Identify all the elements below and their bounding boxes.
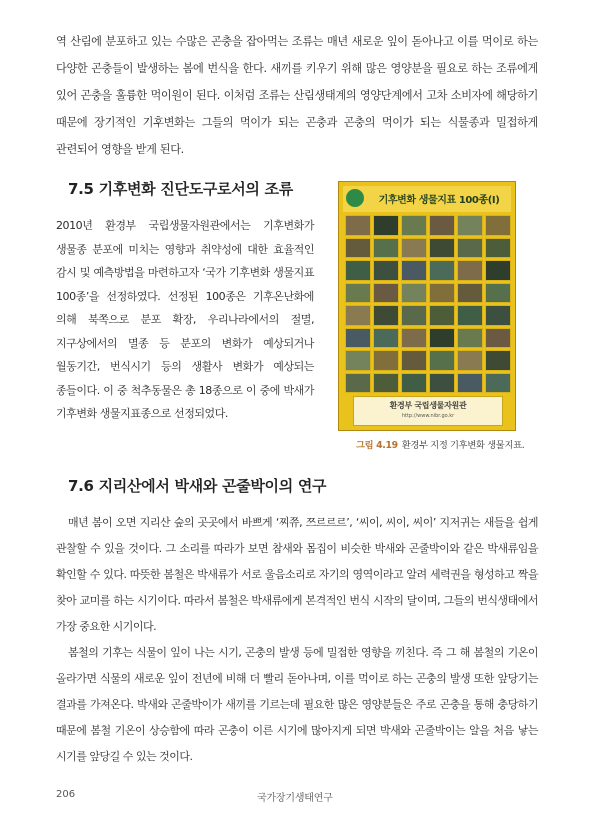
species-photo (401, 350, 427, 371)
species-photo (429, 350, 455, 371)
species-photo (457, 260, 483, 281)
species-photo (429, 328, 455, 349)
species-photo (429, 238, 455, 259)
species-photo (373, 283, 399, 304)
poster-organization: 환경부 국립생물자원관 (389, 401, 467, 410)
section-7-6-body (56, 510, 538, 770)
species-photo (401, 283, 427, 304)
intro-paragraph: 역 산림에 분포하고 있는 수많은 곤충을 잡아먹는 조류는 매년 새로운 잎이 돋아나고 이를 먹이로 하는 다양한 곤충들이 발생하는 봄에 번식을 한다. 새끼를 키우기 위해 많은 영양분을 필요로 하는 조류에게 있어 곤충을 훌륭한 먹이원이 된다. 이처럼 조류는 산림생태계의 영양단계에서 고차 소비자에 해당하기 때문에 장기적인 기후변화는 그들의 먹이가 되는 곤충과 곤충의 먹이가 되는 식물종과 밀접하게 관련되어 영향을 받게 된다. (56, 35, 538, 156)
species-photo (401, 328, 427, 349)
species-photo-grid (345, 215, 511, 393)
species-photo (429, 283, 455, 304)
climate-bioindicator-poster (338, 181, 516, 431)
section-7-6-paragraph-1: 매년 봄이 오면 지리산 숲의 곳곳에서 바쁘게 ‘찌쮸, 쯔르르르’, ‘씨이, 씨이, 씨이’ 지저귀는 새들을 쉽게 관찰할 수 있을 것이다. 그 소리를 따라가 보면 참새와 몸집이 비슷한 박새와 곤줄박이와 같은 박새류임을 확인할 수 있다. 따뜻한 봄철은 박새류가 서로 울음소리로 자기의 영역이라고 알려 세력권을 형성하고 짝을 찾아 교미를 하는 시기이다. 따라서 봄철은 박새류에게 본격적인 번식 시작의 달이며, 그들의 번식생태에서 가장 중요한 시기이다. (56, 516, 538, 633)
species-photo (457, 350, 483, 371)
species-photo (345, 373, 371, 394)
species-photo (457, 305, 483, 326)
running-title: 국가장기생태연구 (257, 793, 333, 804)
species-photo (457, 328, 483, 349)
section-7-5-heading: 7.5 기후변화 진단도구로서의 조류 (68, 180, 293, 198)
species-photo (373, 373, 399, 394)
species-photo (485, 238, 511, 259)
species-photo (373, 215, 399, 236)
species-photo (373, 238, 399, 259)
page-number: 206 (56, 789, 76, 800)
species-photo (485, 328, 511, 349)
poster-url: http://www.nibr.go.kr (401, 413, 455, 419)
species-photo (429, 260, 455, 281)
species-photo (485, 283, 511, 304)
species-photo (401, 238, 427, 259)
species-photo (485, 215, 511, 236)
section-7-5-paragraph: 2010년 환경부 국립생물자원관에서는 기후변화가 생물종 분포에 미치는 영향과 취약성에 대한 효율적인 감시 및 예측방법을 마련하고자 ‘국가 기후변화 생물지표 100종’을 선정하였다. 선정된 100종은 기후온난화에 의해 북쪽으로 분포 확장, 우리나라에서의 절멸, 지구상에서의 멸종 등 분포의 변화가 예상되거나 월동기간, 번식시기 등의 생활사 변화가 예상되는 종들이다. 이 중 척추동물은 총 18종으로 이 중에 박새가 기후변화 생물지표종으로 선정되었다. (56, 219, 314, 420)
species-photo (401, 215, 427, 236)
species-photo (345, 350, 371, 371)
species-photo (457, 283, 483, 304)
species-photo (429, 305, 455, 326)
species-photo (401, 373, 427, 394)
ministry-logo-icon (346, 189, 364, 207)
species-photo (457, 215, 483, 236)
species-photo (485, 260, 511, 281)
figure-caption-text: 환경부 지정 기후변화 생물지표. (401, 440, 525, 451)
species-photo (345, 238, 371, 259)
species-photo (401, 260, 427, 281)
species-photo (457, 238, 483, 259)
species-photo (373, 305, 399, 326)
species-photo (485, 305, 511, 326)
poster-header (343, 186, 511, 212)
species-photo (373, 328, 399, 349)
species-photo (429, 215, 455, 236)
figure-caption-label: 그림 4.19 (356, 440, 398, 451)
section-7-6-paragraph-2: 봄철의 기후는 식물이 잎이 나는 시기, 곤충의 발생 등에 밀접한 영향을 끼친다. 즉 그 해 봄철의 기온이 올라가면 식물의 새로운 잎이 전년에 비해 더 빨리 돋아나며, 이를 먹이로 하는 곤충의 발생 또한 앞당기는 결과를 가져온다. 박새와 곤줄박이가 새끼를 기르는데 필요한 많은 영양분들은 주로 곤충을 통해 충당하기 때문에 봄철 기온이 상승함에 따라 곤충이 이른 시기에 많아지게 되면 박새와 곤줄박이는 알을 처음 낳는 시기를 앞당길 수 있는 것이다. (56, 646, 538, 763)
species-photo (457, 373, 483, 394)
species-photo (401, 305, 427, 326)
species-photo (485, 350, 511, 371)
species-photo (345, 283, 371, 304)
species-photo (345, 215, 371, 236)
section-7-6-heading: 7.6 지리산에서 박새와 곤줄박이의 연구 (68, 477, 327, 495)
poster-title: 기후변화 생물지표 100종(I) (378, 195, 500, 206)
species-photo (345, 305, 371, 326)
poster-footer (353, 396, 503, 426)
species-photo (373, 260, 399, 281)
figure-caption (356, 437, 524, 451)
species-photo (345, 328, 371, 349)
species-photo (485, 373, 511, 394)
species-photo (373, 350, 399, 371)
species-photo (429, 373, 455, 394)
species-photo (345, 260, 371, 281)
